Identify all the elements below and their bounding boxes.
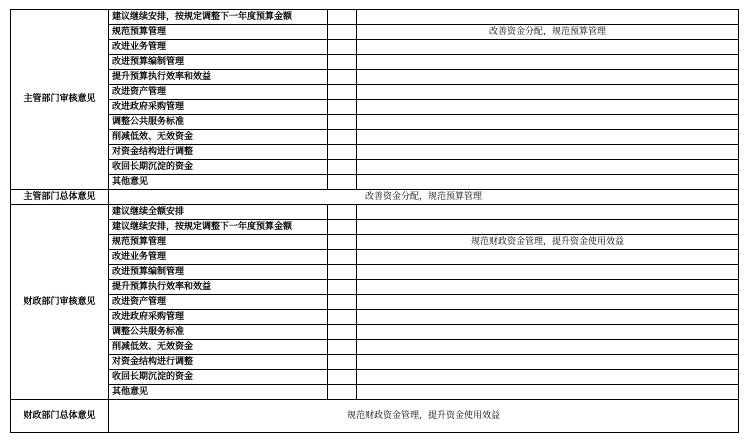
option-checkbox-cell[interactable] xyxy=(328,205,357,220)
finance-review-opinion: 规范财政资金管理，提升资金使用效益 xyxy=(357,235,739,250)
opinion-cell xyxy=(357,205,739,220)
option-label: 改进业务管理 xyxy=(109,250,328,265)
opinion-cell xyxy=(357,385,739,400)
option-label: 规范预算管理 xyxy=(109,25,328,40)
table-row xyxy=(11,250,739,265)
option-checkbox-cell[interactable] xyxy=(328,115,357,130)
option-label: 建议继续安排，按规定调整下一年度预算金额 xyxy=(109,220,328,235)
table-row xyxy=(11,370,739,385)
option-label: 改进预算编制管理 xyxy=(109,265,328,280)
opinion-cell xyxy=(357,355,739,370)
opinion-cell xyxy=(357,265,739,280)
opinion-cell xyxy=(357,340,739,355)
option-label: 改进政府采购管理 xyxy=(109,100,328,115)
table-row xyxy=(11,400,739,433)
option-label: 规范预算管理 xyxy=(109,235,328,250)
opinion-cell xyxy=(357,85,739,100)
section-label-dept-review: 主管部门审核意见 xyxy=(11,10,109,190)
option-checkbox-cell[interactable] xyxy=(328,220,357,235)
table-row xyxy=(11,310,739,325)
option-label: 建议继续安排，按规定调整下一年度预算金额 xyxy=(109,10,328,25)
option-label: 调整公共服务标准 xyxy=(109,325,328,340)
option-checkbox-cell[interactable] xyxy=(328,70,357,85)
opinion-cell xyxy=(357,70,739,85)
table-row xyxy=(11,205,739,220)
option-checkbox-cell[interactable] xyxy=(328,340,357,355)
opinion-cell xyxy=(357,160,739,175)
option-label: 其他意见 xyxy=(109,175,328,190)
table-row xyxy=(11,340,739,355)
option-checkbox-cell[interactable] xyxy=(328,10,357,25)
table-row xyxy=(11,115,739,130)
opinion-cell xyxy=(357,220,739,235)
dept-overall-opinion: 改善资金分配，规范预算管理 xyxy=(109,190,739,205)
opinion-cell xyxy=(357,55,739,70)
table-row xyxy=(11,385,739,400)
table-row xyxy=(11,100,739,115)
section-label-finance-review: 财政部门审核意见 xyxy=(11,205,109,400)
opinion-cell xyxy=(357,130,739,145)
option-label: 改进政府采购管理 xyxy=(109,310,328,325)
opinion-cell xyxy=(357,10,739,25)
table-row xyxy=(11,175,739,190)
opinion-cell xyxy=(357,310,739,325)
opinion-cell xyxy=(357,40,739,55)
opinion-cell xyxy=(357,325,739,340)
option-label: 收回长期沉淀的资金 xyxy=(109,370,328,385)
option-label: 削减低效、无效资金 xyxy=(109,130,328,145)
option-checkbox-cell[interactable] xyxy=(328,385,357,400)
option-label: 其他意见 xyxy=(109,385,328,400)
table-row xyxy=(11,85,739,100)
table-row xyxy=(11,10,739,25)
table-row xyxy=(11,40,739,55)
section-label-dept-overall: 主管部门总体意见 xyxy=(11,190,109,205)
option-label: 改进预算编制管理 xyxy=(109,55,328,70)
opinion-cell xyxy=(357,175,739,190)
option-label: 对资金结构进行调整 xyxy=(109,145,328,160)
table-row xyxy=(11,235,739,250)
option-label: 提升预算执行效率和效益 xyxy=(109,280,328,295)
option-checkbox-cell[interactable] xyxy=(328,160,357,175)
opinion-cell xyxy=(357,280,739,295)
opinion-cell xyxy=(357,370,739,385)
option-checkbox-cell[interactable] xyxy=(328,175,357,190)
option-label: 改进资产管理 xyxy=(109,85,328,100)
option-label: 调整公共服务标准 xyxy=(109,115,328,130)
table-row xyxy=(11,130,739,145)
option-label: 收回长期沉淀的资金 xyxy=(109,160,328,175)
option-label: 建议继续全额安排 xyxy=(109,205,328,220)
table-row xyxy=(11,25,739,40)
option-checkbox-cell[interactable] xyxy=(328,355,357,370)
option-checkbox-cell[interactable] xyxy=(328,250,357,265)
option-checkbox-cell[interactable] xyxy=(328,25,357,40)
section-label-finance-overall: 财政部门总体意见 xyxy=(11,400,109,433)
option-checkbox-cell[interactable] xyxy=(328,100,357,115)
option-checkbox-cell[interactable] xyxy=(328,235,357,250)
option-checkbox-cell[interactable] xyxy=(328,325,357,340)
option-checkbox-cell[interactable] xyxy=(328,145,357,160)
table-row xyxy=(11,280,739,295)
finance-overall-opinion: 规范财政资金管理，提升资金使用效益 xyxy=(109,400,739,433)
option-checkbox-cell[interactable] xyxy=(328,370,357,385)
table-row xyxy=(11,295,739,310)
option-checkbox-cell[interactable] xyxy=(328,310,357,325)
table-row xyxy=(11,55,739,70)
table-row xyxy=(11,190,739,205)
option-checkbox-cell[interactable] xyxy=(328,40,357,55)
option-checkbox-cell[interactable] xyxy=(328,265,357,280)
table-row xyxy=(11,145,739,160)
opinion-cell xyxy=(357,145,739,160)
option-label: 改进业务管理 xyxy=(109,40,328,55)
opinion-cell xyxy=(357,115,739,130)
table-row xyxy=(11,325,739,340)
opinion-cell xyxy=(357,295,739,310)
table-row xyxy=(11,355,739,370)
option-label: 对资金结构进行调整 xyxy=(109,355,328,370)
option-checkbox-cell[interactable] xyxy=(328,55,357,70)
table-row xyxy=(11,265,739,280)
table-row xyxy=(11,70,739,85)
option-checkbox-cell[interactable] xyxy=(328,280,357,295)
review-opinion-table xyxy=(10,9,739,433)
opinion-cell xyxy=(357,100,739,115)
option-label: 削减低效、无效资金 xyxy=(109,340,328,355)
option-checkbox-cell[interactable] xyxy=(328,130,357,145)
option-checkbox-cell[interactable] xyxy=(328,85,357,100)
dept-review-opinion: 改善资金分配，规范预算管理 xyxy=(357,25,739,40)
option-checkbox-cell[interactable] xyxy=(328,295,357,310)
option-label: 改进资产管理 xyxy=(109,295,328,310)
table-row xyxy=(11,160,739,175)
option-label: 提升预算执行效率和效益 xyxy=(109,70,328,85)
opinion-cell xyxy=(357,250,739,265)
table-row xyxy=(11,220,739,235)
